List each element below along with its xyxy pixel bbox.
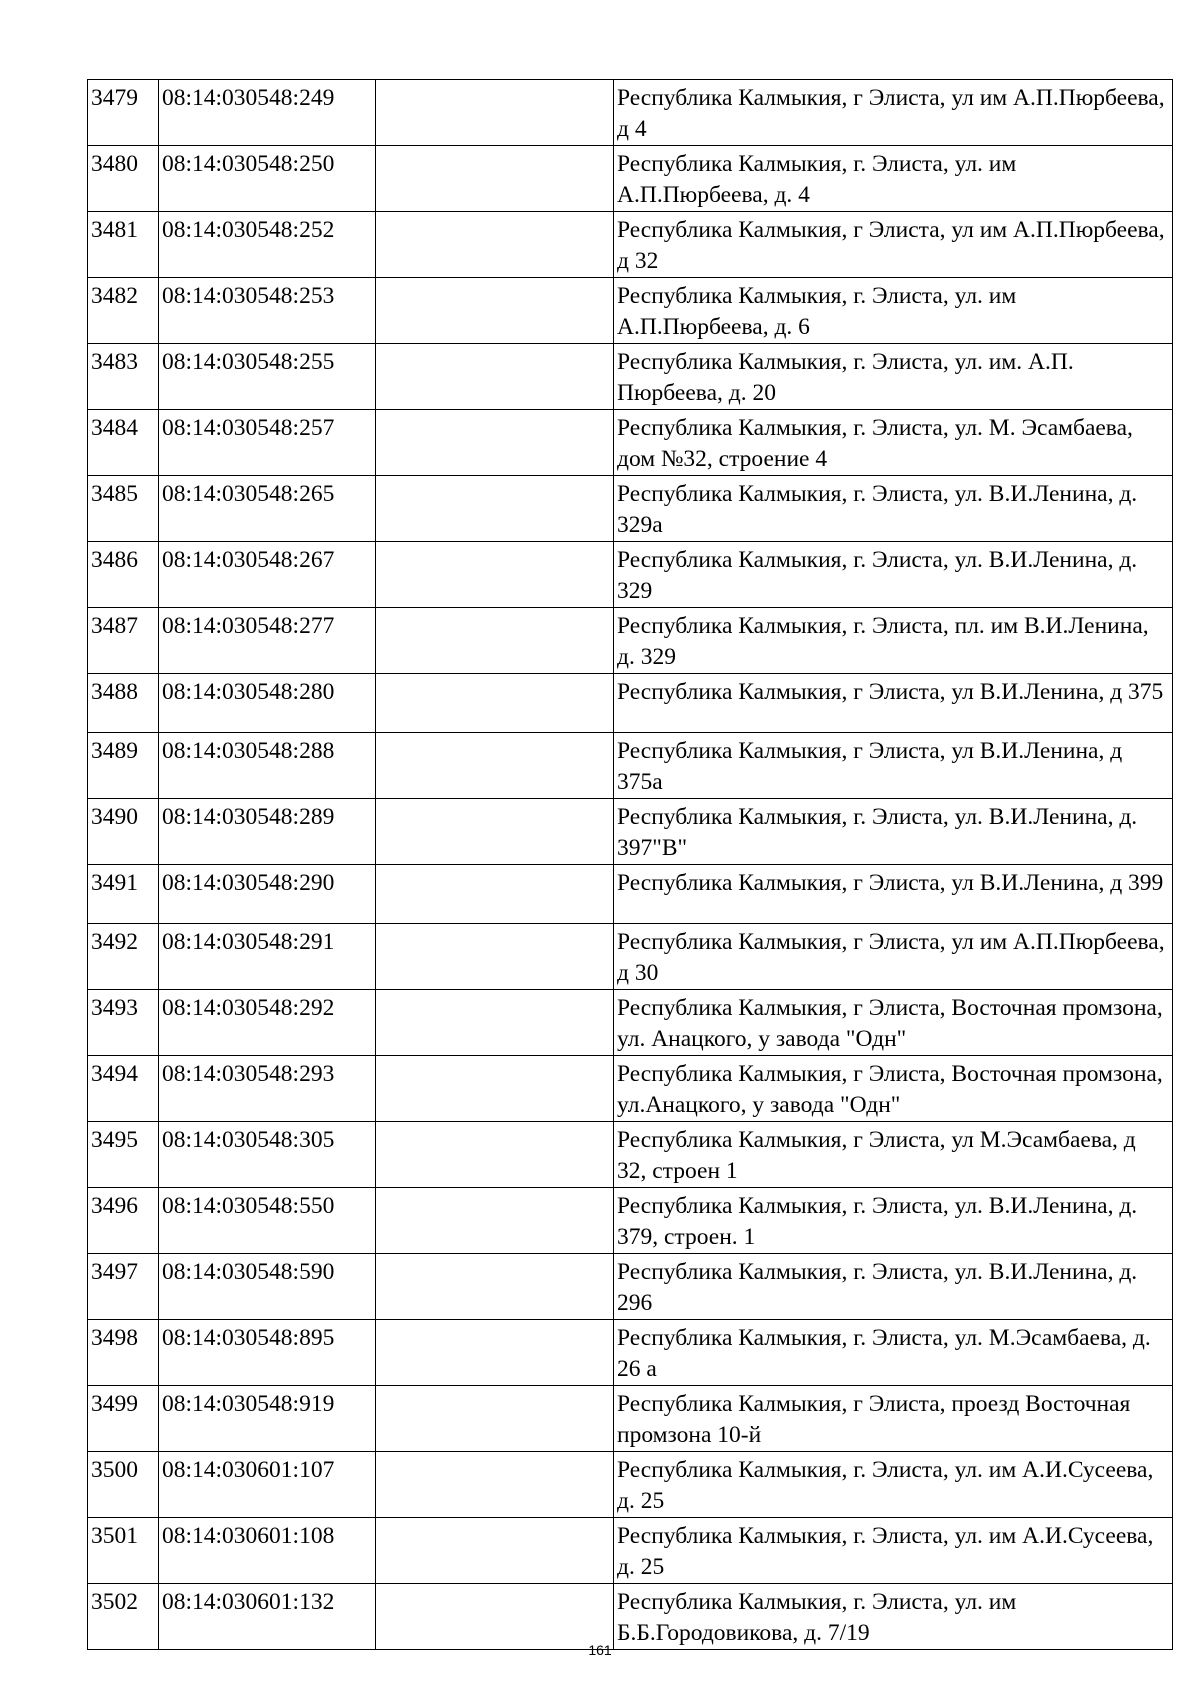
row-number-cell: 3492 bbox=[88, 924, 159, 990]
empty-cell bbox=[376, 1254, 614, 1320]
empty-cell bbox=[376, 212, 614, 278]
empty-cell bbox=[376, 1320, 614, 1386]
cadastral-number-cell: 08:14:030548:267 bbox=[159, 542, 376, 608]
row-number-cell: 3486 bbox=[88, 542, 159, 608]
empty-cell bbox=[376, 1518, 614, 1584]
empty-cell bbox=[376, 80, 614, 146]
cadastral-number-cell: 08:14:030601:132 bbox=[159, 1584, 376, 1650]
empty-cell bbox=[376, 733, 614, 799]
row-number-cell: 3480 bbox=[88, 146, 159, 212]
table-row bbox=[88, 924, 1173, 990]
table-row bbox=[88, 608, 1173, 674]
cadastral-number-cell: 08:14:030548:250 bbox=[159, 146, 376, 212]
address-cell: Республика Калмыкия, г Элиста, ул В.И.Ленина, д 399 bbox=[614, 865, 1173, 924]
empty-cell bbox=[376, 1584, 614, 1650]
empty-cell bbox=[376, 410, 614, 476]
cadastral-number-cell: 08:14:030548:253 bbox=[159, 278, 376, 344]
cadastral-number-cell: 08:14:030548:290 bbox=[159, 865, 376, 924]
address-cell: Республика Калмыкия, г Элиста, Восточная промзона, ул. Анацкого, у завода "Одн" bbox=[614, 990, 1173, 1056]
property-registry-table bbox=[87, 79, 1173, 1650]
cadastral-number-cell: 08:14:030548:277 bbox=[159, 608, 376, 674]
row-number-cell: 3495 bbox=[88, 1122, 159, 1188]
row-number-cell: 3496 bbox=[88, 1188, 159, 1254]
empty-cell bbox=[376, 542, 614, 608]
cadastral-number-cell: 08:14:030548:305 bbox=[159, 1122, 376, 1188]
address-cell: Республика Калмыкия, г Элиста, ул В.И.Ленина, д 375 bbox=[614, 674, 1173, 733]
table-row bbox=[88, 212, 1173, 278]
cadastral-number-cell: 08:14:030548:895 bbox=[159, 1320, 376, 1386]
table-row bbox=[88, 410, 1173, 476]
table-row bbox=[88, 542, 1173, 608]
empty-cell bbox=[376, 608, 614, 674]
address-cell: Республика Калмыкия, г Элиста, ул им А.П.Пюрбеева, д 32 bbox=[614, 212, 1173, 278]
empty-cell bbox=[376, 344, 614, 410]
cadastral-number-cell: 08:14:030548:919 bbox=[159, 1386, 376, 1452]
table-row bbox=[88, 146, 1173, 212]
row-number-cell: 3481 bbox=[88, 212, 159, 278]
address-cell: Республика Калмыкия, г Элиста, ул М.Эсамбаева, д 32, строен 1 bbox=[614, 1122, 1173, 1188]
table-row bbox=[88, 1122, 1173, 1188]
cadastral-number-cell: 08:14:030548:550 bbox=[159, 1188, 376, 1254]
table-row bbox=[88, 80, 1173, 146]
row-number-cell: 3485 bbox=[88, 476, 159, 542]
address-cell: Республика Калмыкия, г. Элиста, ул. им Б.Б.Городовикова, д. 7/19 bbox=[614, 1584, 1173, 1650]
address-cell: Республика Калмыкия, г Элиста, ул В.И.Ленина, д 375а bbox=[614, 733, 1173, 799]
row-number-cell: 3490 bbox=[88, 799, 159, 865]
row-number-cell: 3498 bbox=[88, 1320, 159, 1386]
table-row bbox=[88, 674, 1173, 733]
address-cell: Республика Калмыкия, г. Элиста, ул. В.И.Ленина, д. 379, строен. 1 bbox=[614, 1188, 1173, 1254]
row-number-cell: 3488 bbox=[88, 674, 159, 733]
table-row bbox=[88, 278, 1173, 344]
registry-table-body bbox=[88, 80, 1173, 1650]
cadastral-number-cell: 08:14:030548:288 bbox=[159, 733, 376, 799]
table-row bbox=[88, 476, 1173, 542]
table-row bbox=[88, 1584, 1173, 1650]
table-row bbox=[88, 1518, 1173, 1584]
row-number-cell: 3489 bbox=[88, 733, 159, 799]
empty-cell bbox=[376, 1452, 614, 1518]
cadastral-number-cell: 08:14:030548:252 bbox=[159, 212, 376, 278]
address-cell: Республика Калмыкия, г Элиста, Восточная промзона, ул.Анацкого, у завода "Одн" bbox=[614, 1056, 1173, 1122]
address-cell: Республика Калмыкия, г. Элиста, ул. им А.И.Сусеева, д. 25 bbox=[614, 1452, 1173, 1518]
row-number-cell: 3501 bbox=[88, 1518, 159, 1584]
row-number-cell: 3502 bbox=[88, 1584, 159, 1650]
address-cell: Республика Калмыкия, г. Элиста, ул. В.И.Ленина, д. 329 bbox=[614, 542, 1173, 608]
table-row bbox=[88, 733, 1173, 799]
table-row bbox=[88, 1056, 1173, 1122]
cadastral-number-cell: 08:14:030548:590 bbox=[159, 1254, 376, 1320]
cadastral-number-cell: 08:14:030548:291 bbox=[159, 924, 376, 990]
empty-cell bbox=[376, 1188, 614, 1254]
empty-cell bbox=[376, 278, 614, 344]
address-cell: Республика Калмыкия, г. Элиста, ул. им А.П.Пюрбеева, д. 4 bbox=[614, 146, 1173, 212]
cadastral-number-cell: 08:14:030548:289 bbox=[159, 799, 376, 865]
address-cell: Республика Калмыкия, г Элиста, ул им А.П.Пюрбеева, д 30 bbox=[614, 924, 1173, 990]
table-row bbox=[88, 990, 1173, 1056]
address-cell: Республика Калмыкия, г. Элиста, ул. В.И.Ленина, д. 397"В" bbox=[614, 799, 1173, 865]
cadastral-number-cell: 08:14:030548:265 bbox=[159, 476, 376, 542]
table-row bbox=[88, 344, 1173, 410]
row-number-cell: 3483 bbox=[88, 344, 159, 410]
cadastral-number-cell: 08:14:030548:257 bbox=[159, 410, 376, 476]
empty-cell bbox=[376, 476, 614, 542]
table-row bbox=[88, 865, 1173, 924]
table-row bbox=[88, 1188, 1173, 1254]
address-cell: Республика Калмыкия, г. Элиста, ул. им А.П.Пюрбеева, д. 6 bbox=[614, 278, 1173, 344]
address-cell: Республика Калмыкия, г. Элиста, ул. М.Эсамбаева, д. 26 а bbox=[614, 1320, 1173, 1386]
table-row bbox=[88, 1386, 1173, 1452]
row-number-cell: 3487 bbox=[88, 608, 159, 674]
address-cell: Республика Калмыкия, г. Элиста, ул. М. Эсамбаева, дом №32, строение 4 bbox=[614, 410, 1173, 476]
row-number-cell: 3482 bbox=[88, 278, 159, 344]
cadastral-number-cell: 08:14:030601:107 bbox=[159, 1452, 376, 1518]
address-cell: Республика Калмыкия, г. Элиста, ул. им А.И.Сусеева, д. 25 bbox=[614, 1518, 1173, 1584]
address-cell: Республика Калмыкия, г. Элиста, ул. им. А.П. Пюрбеева, д. 20 bbox=[614, 344, 1173, 410]
address-cell: Республика Калмыкия, г. Элиста, пл. им В.И.Ленина, д. 329 bbox=[614, 608, 1173, 674]
page-number: 161 bbox=[588, 1642, 612, 1658]
empty-cell bbox=[376, 799, 614, 865]
table-row bbox=[88, 1452, 1173, 1518]
row-number-cell: 3497 bbox=[88, 1254, 159, 1320]
row-number-cell: 3484 bbox=[88, 410, 159, 476]
empty-cell bbox=[376, 146, 614, 212]
empty-cell bbox=[376, 674, 614, 733]
cadastral-number-cell: 08:14:030548:255 bbox=[159, 344, 376, 410]
empty-cell bbox=[376, 924, 614, 990]
cadastral-number-cell: 08:14:030548:292 bbox=[159, 990, 376, 1056]
address-cell: Республика Калмыкия, г Элиста, проезд Восточная промзона 10-й bbox=[614, 1386, 1173, 1452]
empty-cell bbox=[376, 990, 614, 1056]
row-number-cell: 3479 bbox=[88, 80, 159, 146]
empty-cell bbox=[376, 1386, 614, 1452]
cadastral-number-cell: 08:14:030548:293 bbox=[159, 1056, 376, 1122]
address-cell: Республика Калмыкия, г. Элиста, ул. В.И.Ленина, д. 329а bbox=[614, 476, 1173, 542]
cadastral-number-cell: 08:14:030548:280 bbox=[159, 674, 376, 733]
row-number-cell: 3499 bbox=[88, 1386, 159, 1452]
row-number-cell: 3494 bbox=[88, 1056, 159, 1122]
address-cell: Республика Калмыкия, г Элиста, ул им А.П.Пюрбеева, д 4 bbox=[614, 80, 1173, 146]
empty-cell bbox=[376, 1122, 614, 1188]
table-row bbox=[88, 799, 1173, 865]
empty-cell bbox=[376, 865, 614, 924]
table-row bbox=[88, 1320, 1173, 1386]
row-number-cell: 3491 bbox=[88, 865, 159, 924]
cadastral-number-cell: 08:14:030601:108 bbox=[159, 1518, 376, 1584]
table-row bbox=[88, 1254, 1173, 1320]
empty-cell bbox=[376, 1056, 614, 1122]
row-number-cell: 3500 bbox=[88, 1452, 159, 1518]
address-cell: Республика Калмыкия, г. Элиста, ул. В.И.Ленина, д. 296 bbox=[614, 1254, 1173, 1320]
row-number-cell: 3493 bbox=[88, 990, 159, 1056]
cadastral-number-cell: 08:14:030548:249 bbox=[159, 80, 376, 146]
